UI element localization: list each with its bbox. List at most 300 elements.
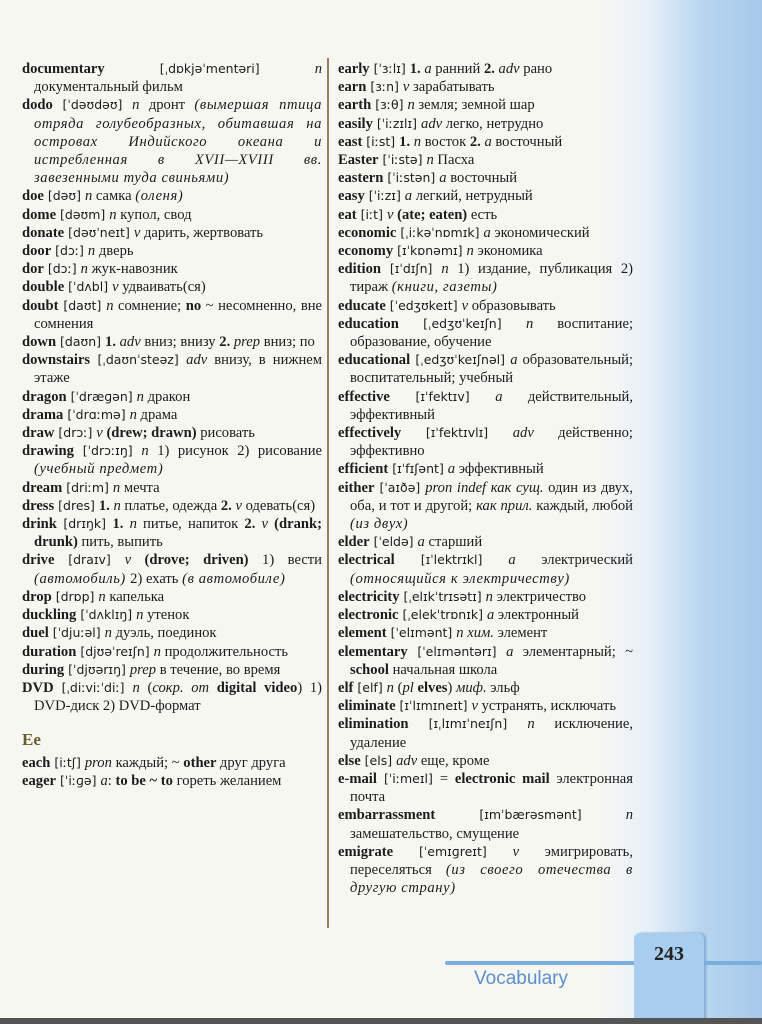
bold-phrase: (drank; drunk): [34, 516, 323, 551]
headword: dor: [22, 261, 44, 278]
translation: элемент: [497, 625, 548, 642]
translation: еще, кроме: [420, 752, 490, 769]
grammar-label: n: [129, 406, 141, 423]
comment: (книги, газеты): [391, 279, 498, 296]
right-column: [338, 60, 633, 897]
headword: edition: [338, 261, 381, 278]
translation: документальный фильм: [34, 79, 183, 96]
translation: электронная почта: [350, 770, 633, 806]
translation: сомнение;: [118, 297, 186, 314]
left-column: [22, 60, 322, 790]
grammar-label: n: [153, 643, 165, 660]
dictionary-entry: [338, 770, 633, 806]
grammar-label: v: [124, 552, 145, 569]
dictionary-entry: [22, 260, 322, 278]
bold-phrase: 1.: [399, 133, 414, 150]
comment: (учебный предмет): [34, 461, 164, 478]
dictionary-entry: [22, 351, 322, 387]
grammar-label: n: [525, 315, 558, 332]
headword: efficient: [338, 461, 389, 478]
grammar-label: a: [506, 643, 523, 660]
translation: зарабатывать: [413, 79, 495, 96]
translation: восточный: [495, 133, 563, 150]
translation: 1) рисунок 2) рисование: [157, 443, 322, 460]
headword: educational: [338, 352, 411, 369]
headword: early: [338, 61, 370, 77]
translation: ) 1) DVD-диск 2) DVD-формат: [34, 679, 322, 715]
bold-phrase: (drove; driven): [144, 552, 263, 569]
grammar-label: n: [112, 479, 124, 496]
dictionary-entry: [22, 479, 322, 497]
translation: дуэль, поединок: [115, 625, 217, 642]
comment: (оленя): [135, 188, 184, 205]
translation: действительный, эффективный: [350, 388, 633, 423]
translation: легкий, нетрудный: [415, 188, 533, 205]
dictionary-entry: [22, 679, 322, 715]
bold-phrase: 1.: [98, 497, 114, 514]
bold-phrase: digital video: [216, 679, 298, 696]
grammar-label: n: [113, 497, 125, 514]
transcription: [dəʊˈneɪt]: [64, 224, 134, 240]
headword: east: [338, 133, 363, 150]
translation: ранний: [435, 61, 484, 77]
bold-phrase: no: [185, 297, 202, 314]
translation: (: [147, 679, 153, 696]
dictionary-entry: [338, 843, 633, 898]
dictionary-entry: [338, 624, 633, 642]
grammar-label: миф.: [456, 679, 491, 696]
translation: утенок: [147, 607, 190, 624]
dictionary-entry: [338, 806, 633, 842]
transcription: [dəʊ]: [43, 188, 85, 204]
headword: DVD: [22, 679, 54, 696]
headword: drawing: [22, 443, 74, 460]
bold-phrase: (ate; eaten): [397, 206, 471, 223]
entry-list-e-continued: [338, 60, 633, 897]
dictionary-entry: [22, 588, 322, 606]
headword: earth: [338, 97, 372, 114]
headword: eat: [338, 206, 357, 223]
bold-phrase: other: [183, 754, 220, 771]
transcription: [daʊt]: [58, 297, 107, 313]
grammar-label: v: [133, 224, 144, 241]
translation: дарить, жертвовать: [143, 224, 264, 241]
headword: educate: [338, 297, 386, 314]
dictionary-entry: [338, 460, 633, 478]
translation: купол, свод: [120, 206, 192, 223]
bold-phrase: 2.: [219, 334, 234, 351]
grammar-label: n: [413, 133, 425, 150]
dictionary-entry: [338, 78, 633, 96]
grammar-label: a: [510, 352, 523, 369]
dictionary-entry: [338, 151, 633, 169]
dictionary-entry: [22, 515, 322, 551]
grammar-label: v: [235, 497, 246, 514]
headword: door: [22, 243, 52, 260]
transcription: [draɪv]: [54, 552, 125, 568]
translation: рано: [523, 61, 553, 77]
headword: earn: [338, 79, 367, 96]
headword: drive: [22, 552, 55, 569]
transcription: [ˈeldə]: [369, 534, 418, 550]
transcription: [ɪˈlɪmɪneɪt]: [395, 698, 472, 714]
translation: экономический: [494, 224, 590, 241]
transcription: [ˌedʒʊˈkeɪʃn]: [398, 315, 526, 331]
comment: (вымершая птица отряда голубеобразных, обитавшая на островах Индийского океана и истребленная в XVII—XVIII вв. завезенными туда свиньями): [34, 97, 322, 187]
entry-list-d: [22, 60, 322, 715]
grammar-label: a: [100, 772, 108, 789]
headword: eliminate: [338, 698, 396, 715]
headword: double: [22, 279, 65, 296]
translation: 1) вести: [262, 552, 322, 569]
grammar-label: a: [404, 188, 416, 205]
bold-phrase: 2.: [483, 61, 499, 77]
transcription: [ˈdəʊdəʊ]: [52, 97, 133, 113]
transcription: [ˌdɒkjəˈmentəri]: [104, 61, 315, 76]
bold-phrase: 2.: [244, 516, 262, 533]
headword: else: [338, 752, 361, 769]
dictionary-entry: [338, 715, 633, 751]
grammar-label: adv: [396, 752, 421, 769]
translation: электрический: [541, 552, 633, 569]
dictionary-entry: [338, 424, 633, 460]
transcription: [ɪˌlɪmɪˈneɪʃn]: [408, 716, 528, 732]
dictionary-entry: [22, 497, 322, 515]
bold-phrase: 2.: [220, 497, 236, 514]
dictionary-entry: [22, 278, 322, 296]
headword: embarrassment: [338, 807, 436, 824]
headword: each: [22, 754, 51, 771]
dictionary-entry: [22, 60, 322, 96]
translation: образовательный; воспитательный; учебный: [350, 352, 633, 387]
dictionary-entry: [338, 351, 633, 387]
headword: effective: [338, 388, 390, 405]
transcription: [dəʊm]: [56, 206, 110, 222]
dictionary-entry: [338, 224, 633, 242]
translation: начальная школа: [392, 661, 498, 678]
dictionary-entry: [338, 752, 633, 770]
transcription: [dres]: [54, 497, 99, 513]
bold-phrase: elves: [417, 679, 448, 696]
translation: электронный: [497, 607, 579, 624]
column-divider: [327, 58, 329, 928]
translation: питье, напиток: [143, 516, 245, 533]
headword: drama: [22, 406, 64, 423]
headword: eastern: [338, 170, 384, 187]
grammar-label: adv: [498, 61, 524, 77]
translation: внизу, в нижнем этаже: [34, 352, 322, 387]
transcription: [ˈiːzɪ]: [364, 188, 405, 204]
transcription: [ɜːθ]: [371, 97, 408, 113]
bold-phrase: electronic mail: [454, 770, 557, 787]
translation: эльф: [490, 679, 520, 696]
headword: elementary: [338, 643, 408, 660]
dictionary-entry: [22, 297, 322, 333]
transcription: [ˌdaʊnˈsteəz]: [90, 352, 187, 368]
dictionary-entry: [338, 606, 633, 624]
transcription: [elf]: [353, 679, 387, 695]
dictionary-entry: [338, 260, 633, 296]
dictionary-entry: [338, 242, 633, 260]
translation: дронт: [148, 97, 195, 114]
transcription: [ɪˈlektrɪkl]: [394, 552, 509, 568]
grammar-label: a: [447, 461, 459, 478]
page-edge: [0, 1018, 762, 1024]
translation: легко, нетрудно: [445, 115, 544, 132]
headword: easy: [338, 188, 365, 205]
headword: electronic: [338, 607, 399, 624]
grammar-label: pron indef как сущ.: [425, 479, 549, 496]
grammar-label: n: [106, 297, 119, 314]
dictionary-entry: [22, 333, 322, 351]
translation: вниз; внизу: [144, 334, 220, 351]
grammar-label: a: [483, 224, 495, 241]
transcription: [ɪˈdɪʃn]: [380, 261, 442, 277]
dictionary-entry: [338, 206, 633, 224]
bold-phrase: 1.: [105, 334, 120, 351]
headword: elf: [338, 679, 354, 696]
dictionary-entry: [22, 606, 322, 624]
translation: элементарный; ~: [522, 643, 633, 660]
transcription: [driːm]: [62, 479, 113, 495]
grammar-label: a: [495, 388, 528, 405]
grammar-label: pron: [84, 754, 116, 771]
dictionary-entry: [338, 60, 633, 78]
page-number: 243: [654, 943, 684, 965]
transcription: [ɪmˈbærəsmənt]: [435, 807, 626, 823]
headword: dress: [22, 497, 55, 514]
headword: electricity: [338, 588, 400, 605]
grammar-label: v: [461, 297, 472, 314]
translation: одевать(ся): [245, 497, 316, 514]
grammar-label: как прил.: [476, 497, 537, 514]
transcription: [ɪˈfɪʃənt]: [388, 461, 448, 477]
headword: downstairs: [22, 352, 91, 369]
translation: рисовать: [200, 425, 255, 442]
grammar-label: n: [625, 807, 633, 824]
transcription: [dɔː]: [43, 261, 81, 277]
headword: dome: [22, 206, 57, 223]
dictionary-entry: [22, 551, 322, 587]
translation: действенно; эффективно: [350, 425, 633, 460]
transcription: [ˌelɪkˈtrɪsətɪ]: [399, 588, 486, 604]
dictionary-entry: [338, 697, 633, 715]
transcription: [iːtʃ]: [50, 754, 85, 770]
grammar-label: n: [466, 243, 478, 260]
bold-phrase: 2.: [469, 133, 485, 150]
transcription: [dɔː]: [51, 243, 88, 259]
transcription: [ˈɜːlɪ]: [369, 61, 410, 76]
grammar-label: n: [98, 588, 110, 605]
translation: исключение, удаление: [350, 716, 633, 751]
grammar-label: n: [426, 152, 438, 169]
transcription: [ˈelɪmənt]: [386, 625, 457, 641]
translation: образовывать: [471, 297, 556, 314]
headword: economy: [338, 243, 394, 260]
transcription: [ˈiːmeɪl]: [376, 770, 440, 786]
translation: воспитание; образование, обучение: [350, 315, 634, 351]
transcription: [ɪˈfektɪvlɪ]: [401, 425, 513, 441]
translation: Пасха: [437, 152, 475, 169]
translation: жук-навозник: [91, 261, 178, 278]
dictionary-entry: [338, 297, 633, 315]
bold-phrase: 1.: [409, 61, 425, 77]
transcription: [ˈiːstə]: [378, 152, 427, 168]
transcription: [ˈelɪməntərɪ]: [407, 643, 507, 659]
dictionary-entry: [22, 442, 322, 478]
comment: (относящийся к электричеству): [350, 570, 570, 587]
dictionary-entry: [338, 551, 633, 587]
headword: dream: [22, 479, 63, 496]
transcription: [drɔː]: [54, 425, 97, 441]
translation: продолжительность: [164, 643, 289, 660]
translation: 2) ехать: [130, 570, 183, 587]
dictionary-entry: [338, 533, 633, 551]
grammar-label: n: [527, 716, 555, 733]
grammar-label: n: [104, 625, 116, 642]
grammar-label: n: [314, 61, 322, 77]
grammar-label: a: [424, 61, 436, 77]
grammar-label: n хим.: [456, 625, 498, 642]
dictionary-entry: [22, 96, 322, 187]
translation: =: [439, 770, 455, 787]
translation: дверь: [98, 243, 134, 260]
translation: ): [447, 679, 457, 696]
grammar-label: v: [112, 279, 123, 296]
translation: эффективный: [458, 461, 544, 478]
transcription: [els]: [360, 752, 397, 768]
headword: dodo: [22, 97, 53, 114]
grammar-label: v: [386, 206, 398, 223]
comment: (из своего отечества в другую страну): [350, 861, 633, 897]
grammar-label: v: [402, 79, 413, 96]
dictionary-entry: [338, 96, 633, 114]
dictionary-entry: [22, 206, 322, 224]
headword: duration: [22, 643, 77, 660]
dictionary-entry: [22, 772, 322, 790]
transcription: [ɪˈfektɪv]: [389, 388, 496, 404]
translation: есть: [470, 206, 498, 223]
translation: пить, выпить: [81, 534, 163, 551]
headword: easily: [338, 115, 373, 132]
grammar-label: n: [136, 388, 148, 405]
grammar-label: adv: [421, 115, 446, 132]
grammar-label: n: [132, 679, 148, 696]
transcription: [ˈdrɑːmə]: [63, 406, 130, 422]
translation: замешательство, смущение: [350, 825, 520, 842]
transcription: [ˈdræɡən]: [66, 388, 137, 404]
transcription: [ˈedʒʊkeɪt]: [385, 297, 462, 313]
headword: drop: [22, 588, 52, 605]
translation: самка: [95, 188, 136, 205]
grammar-label: adv: [186, 352, 215, 369]
grammar-label: v: [261, 516, 275, 533]
grammar-label: n: [441, 261, 458, 278]
grammar-label: v: [512, 843, 545, 860]
comment: (из двух): [350, 516, 409, 533]
translation: 1) издание, публикация 2) тираж: [350, 261, 634, 296]
transcription: [ˈdjuːəl]: [48, 625, 105, 641]
comment: (автомобиль): [34, 570, 131, 587]
grammar-label: n: [84, 188, 96, 205]
transcription: [ɜːn]: [366, 79, 403, 95]
translation: драма: [140, 406, 178, 423]
transcription: [drɪŋk]: [56, 516, 113, 532]
dictionary-entry: [338, 169, 633, 187]
headword: eager: [22, 772, 57, 789]
transcription: [ˈiːstən]: [383, 170, 440, 186]
comment: (в автомобиле): [182, 570, 286, 587]
dictionary-entry: [338, 187, 633, 205]
headword: emigrate: [338, 843, 394, 860]
translation: ~ несомненно, вне сомнения: [34, 297, 323, 332]
bold-phrase: to be ~ to: [115, 772, 177, 789]
transcription: [drɒp]: [51, 588, 99, 604]
headword: drink: [22, 516, 57, 533]
transcription: [ˈdjʊərɪŋ]: [64, 661, 130, 677]
headword: doubt: [22, 297, 59, 314]
dictionary-entry: [338, 115, 633, 133]
grammar-label: a: [439, 170, 451, 187]
bold-phrase: school: [350, 661, 393, 678]
transcription: [iːst]: [362, 133, 400, 149]
grammar-label: a: [417, 534, 429, 551]
headword: either: [338, 479, 375, 496]
translation: капелька: [109, 588, 165, 605]
translation: эмигрировать, переселяться: [350, 843, 633, 878]
transcription: [ˈaɪðə]: [374, 479, 426, 495]
headword: draw: [22, 425, 55, 442]
dictionary-entry: [22, 224, 322, 242]
translation: друг друга: [219, 754, 286, 771]
dictionary-entry: [338, 315, 633, 351]
translation: вниз; по: [263, 334, 315, 351]
headword: electrical: [338, 552, 395, 569]
grammar-label: n: [129, 516, 144, 533]
grammar-label: prep: [129, 661, 160, 678]
headword: during: [22, 661, 65, 678]
translation: устранять, исключать: [481, 698, 617, 715]
grammar-label: n: [485, 588, 497, 605]
grammar-label: adv: [119, 334, 145, 351]
headword: documentary: [22, 61, 105, 77]
transcription: [ˈdrɔːɪŋ]: [73, 443, 142, 459]
dictionary-entry: [338, 133, 633, 151]
dictionary-entry: [338, 479, 633, 534]
transcription: [ɪˈkɒnəmɪ]: [393, 243, 467, 259]
letter-heading: Ee: [22, 730, 41, 750]
headword: Easter: [338, 152, 379, 169]
dictionary-entry: [22, 624, 322, 642]
grammar-label: v: [471, 698, 482, 715]
headword: e-mail: [338, 770, 377, 787]
entry-list-e: [22, 754, 322, 790]
headword: down: [22, 334, 57, 351]
bold-phrase: 1.: [112, 516, 130, 533]
transcription: [ˌiːkəˈnɒmɪk]: [396, 224, 484, 240]
transcription: [ˈdʌklɪŋ]: [76, 607, 137, 623]
page-number-tab: [634, 933, 704, 1024]
grammar-label: v: [96, 425, 107, 442]
dictionary-entry: [22, 242, 322, 260]
headword: economic: [338, 224, 397, 241]
dictionary-entry: [22, 406, 322, 424]
translation: старший: [428, 534, 483, 551]
headword: duckling: [22, 607, 77, 624]
translation: земля; земной шар: [418, 97, 535, 114]
grammar-label: a: [508, 552, 542, 569]
dictionary-entry: [338, 388, 633, 424]
